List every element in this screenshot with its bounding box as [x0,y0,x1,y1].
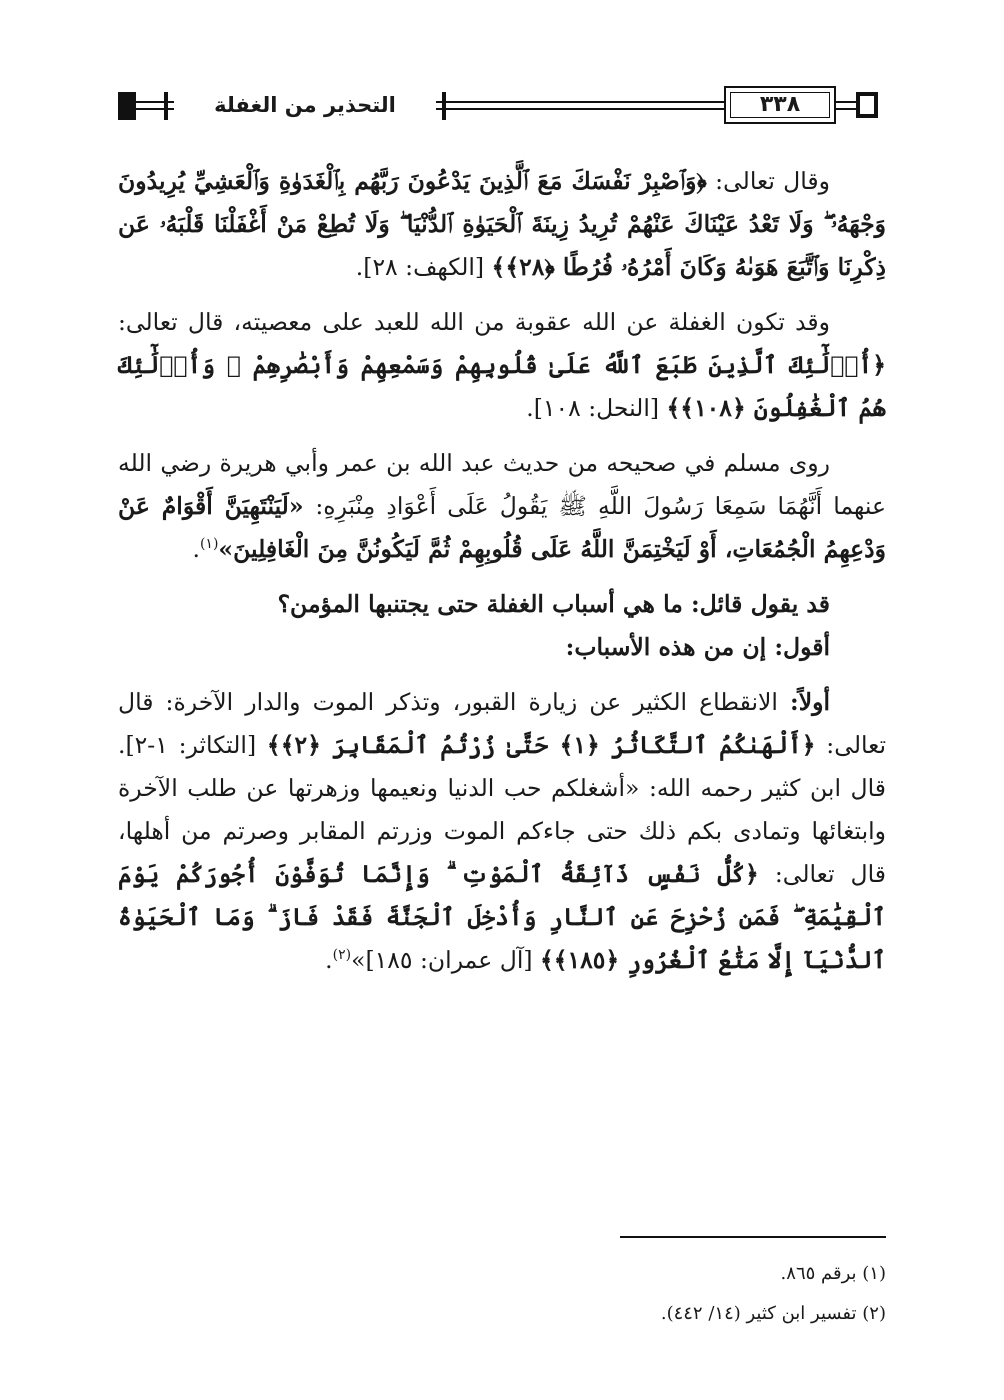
emphasized-text: قد يقول قائل: ما هي أسباب الغفلة حتى يجتنبها المؤمن؟ [277,590,830,618]
text-segment: [الكهف: ٢٨]. [355,253,492,281]
quran-verse: ﴿كُلُّ نَفْسٍ ذَآئِقَةُ ٱلْمَوْتِ ۗ وَإِنَّمَا تُوَفَّوْنَ أُجُورَكُمْ يَوْمَ ٱلْقِيَٰمَةِ ۖ فَمَن زُحْزِحَ عَنِ ٱلنَّارِ وَأُدْخِلَ ٱلْجَنَّةَ فَقَدْ فَازَ ۗ وَمَا ٱلْحَيَوٰةُ ٱلدُّنْيَآ إِلَّا مَتَٰعُ ٱلْغُرُورِ ﴿١٨٥﴾﴾ [118,860,886,974]
header-divider-middle [442,92,446,120]
quran-verse: ﴿أُو۟لَٰٓئِكَ ٱلَّذِينَ طَبَعَ ٱللَّهُ عَلَىٰ قُلُوبِهِمْ وَسَمْعِهِمْ وَأَبْصَٰرِهِمْ ۖ وَأُو۟لَٰٓئِكَ هُمُ ٱلْغَٰفِلُونَ ﴿١٠٨﴾﴾ [118,351,886,422]
paragraph [118,626,886,669]
header-divider-left [164,92,168,120]
quran-verse: ﴿أَلْهَىٰكُمُ ٱلتَّكَاثُرُ ﴿١﴾ حَتَّىٰ زُرْتُمُ ٱلْمَقَابِرَ ﴿٢﴾﴾ [266,731,816,759]
page-number-frame [724,86,836,124]
emphasized-text: أقول: إن من هذه الأسباب: [565,633,830,661]
footnotes [118,1254,886,1334]
text-segment: . [192,535,200,563]
text-segment: وقد تكون الغفلة عن الله عقوبة من الله للعبد على معصيته، قال تعالى: [118,308,830,336]
quran-verse: ﴿وَٱصْبِرْ نَفْسَكَ مَعَ ٱلَّذِينَ يَدْعُونَ رَبَّهُم بِٱلْغَدَوٰةِ وَٱلْعَشِيِّ يُرِيدُونَ وَجْهَهُۥ ۖ وَلَا تَعْدُ عَيْنَاكَ عَنْهُمْ تُرِيدُ زِينَةَ ٱلْحَيَوٰةِ ٱلدُّنْيَا ۖ وَلَا تُطِعْ مَنْ أَغْفَلْنَا قَلْبَهُۥ عَن ذِكْرِنَا وَٱتَّبَعَ هَوَىٰهُ وَكَانَ أَمْرُهُۥ فُرُطًا ﴿٢٨﴾﴾ [118,167,886,281]
text-segment: [آل عمران: ١٨٥]» [351,946,540,974]
footnote-marker: (١) [199,536,219,553]
paragraph [118,442,886,571]
text-segment: الانقطاع الكثير عن زيارة القبور، وتذكر الموت والدار الآخرة: قال تعالى: [118,688,887,759]
footnote-1: (١) برقم ٨٦٥. [780,1263,886,1284]
emphasized-text: «لَيَنْتَهِيَنَّ أَقْوَامٌ عَنْ وَدْعِهِمُ الْجُمُعَاتِ، أَوْ لَيَخْتِمَنَّ اللَّهُ عَلَى قُلُوبِهِمْ ثُمَّ لَيَكُونُنَّ مِنَ الْغَافِلِينَ» [118,492,886,563]
page-number: ٣٣٨ [759,92,801,117]
text-segment: [التكاثر: ١-٢]. قال ابن كثير رحمه الله: «أشغلكم حب الدنيا ونعيمها وزهرتها عن طلب الآخرة وابتغائها وتمادى بكم ذلك حتى جاءكم الموت وزرتم المقابر وصرتم من أهلها، قال تعالى: [118,731,886,888]
footnote-2: (٢) تفسير ابن كثير (١٤/ ٤٤٢). [660,1303,886,1324]
footnote-separator [620,1236,886,1238]
main-text [118,160,886,994]
text-segment: أَنَّهُمَا سَمِعَا رَسُولَ اللَّهِ ﷺ يَقُولُ عَلَى أَعْوَادِ مِنْبَرِهِ: [315,492,823,520]
text-segment: . [325,946,333,974]
emphasized-text: أولاً: [790,688,830,716]
text-segment: [النحل: ١٠٨]. [526,394,667,422]
header-ornament-right [856,92,878,118]
paragraph [118,301,886,430]
text-segment: روى مسلم في صحيحه من حديث عبد الله بن عمر وأبي هريرة رضي الله عنهما [118,449,886,520]
page-header [112,84,886,128]
paragraph [118,681,886,982]
text-segment: وقال تعالى: [706,167,830,195]
paragraph [118,160,886,289]
header-ornament-left [118,92,136,120]
running-title: التحذير من الغفلة [174,89,436,121]
paragraph [118,583,886,626]
footnote-marker: (٢) [332,947,352,964]
